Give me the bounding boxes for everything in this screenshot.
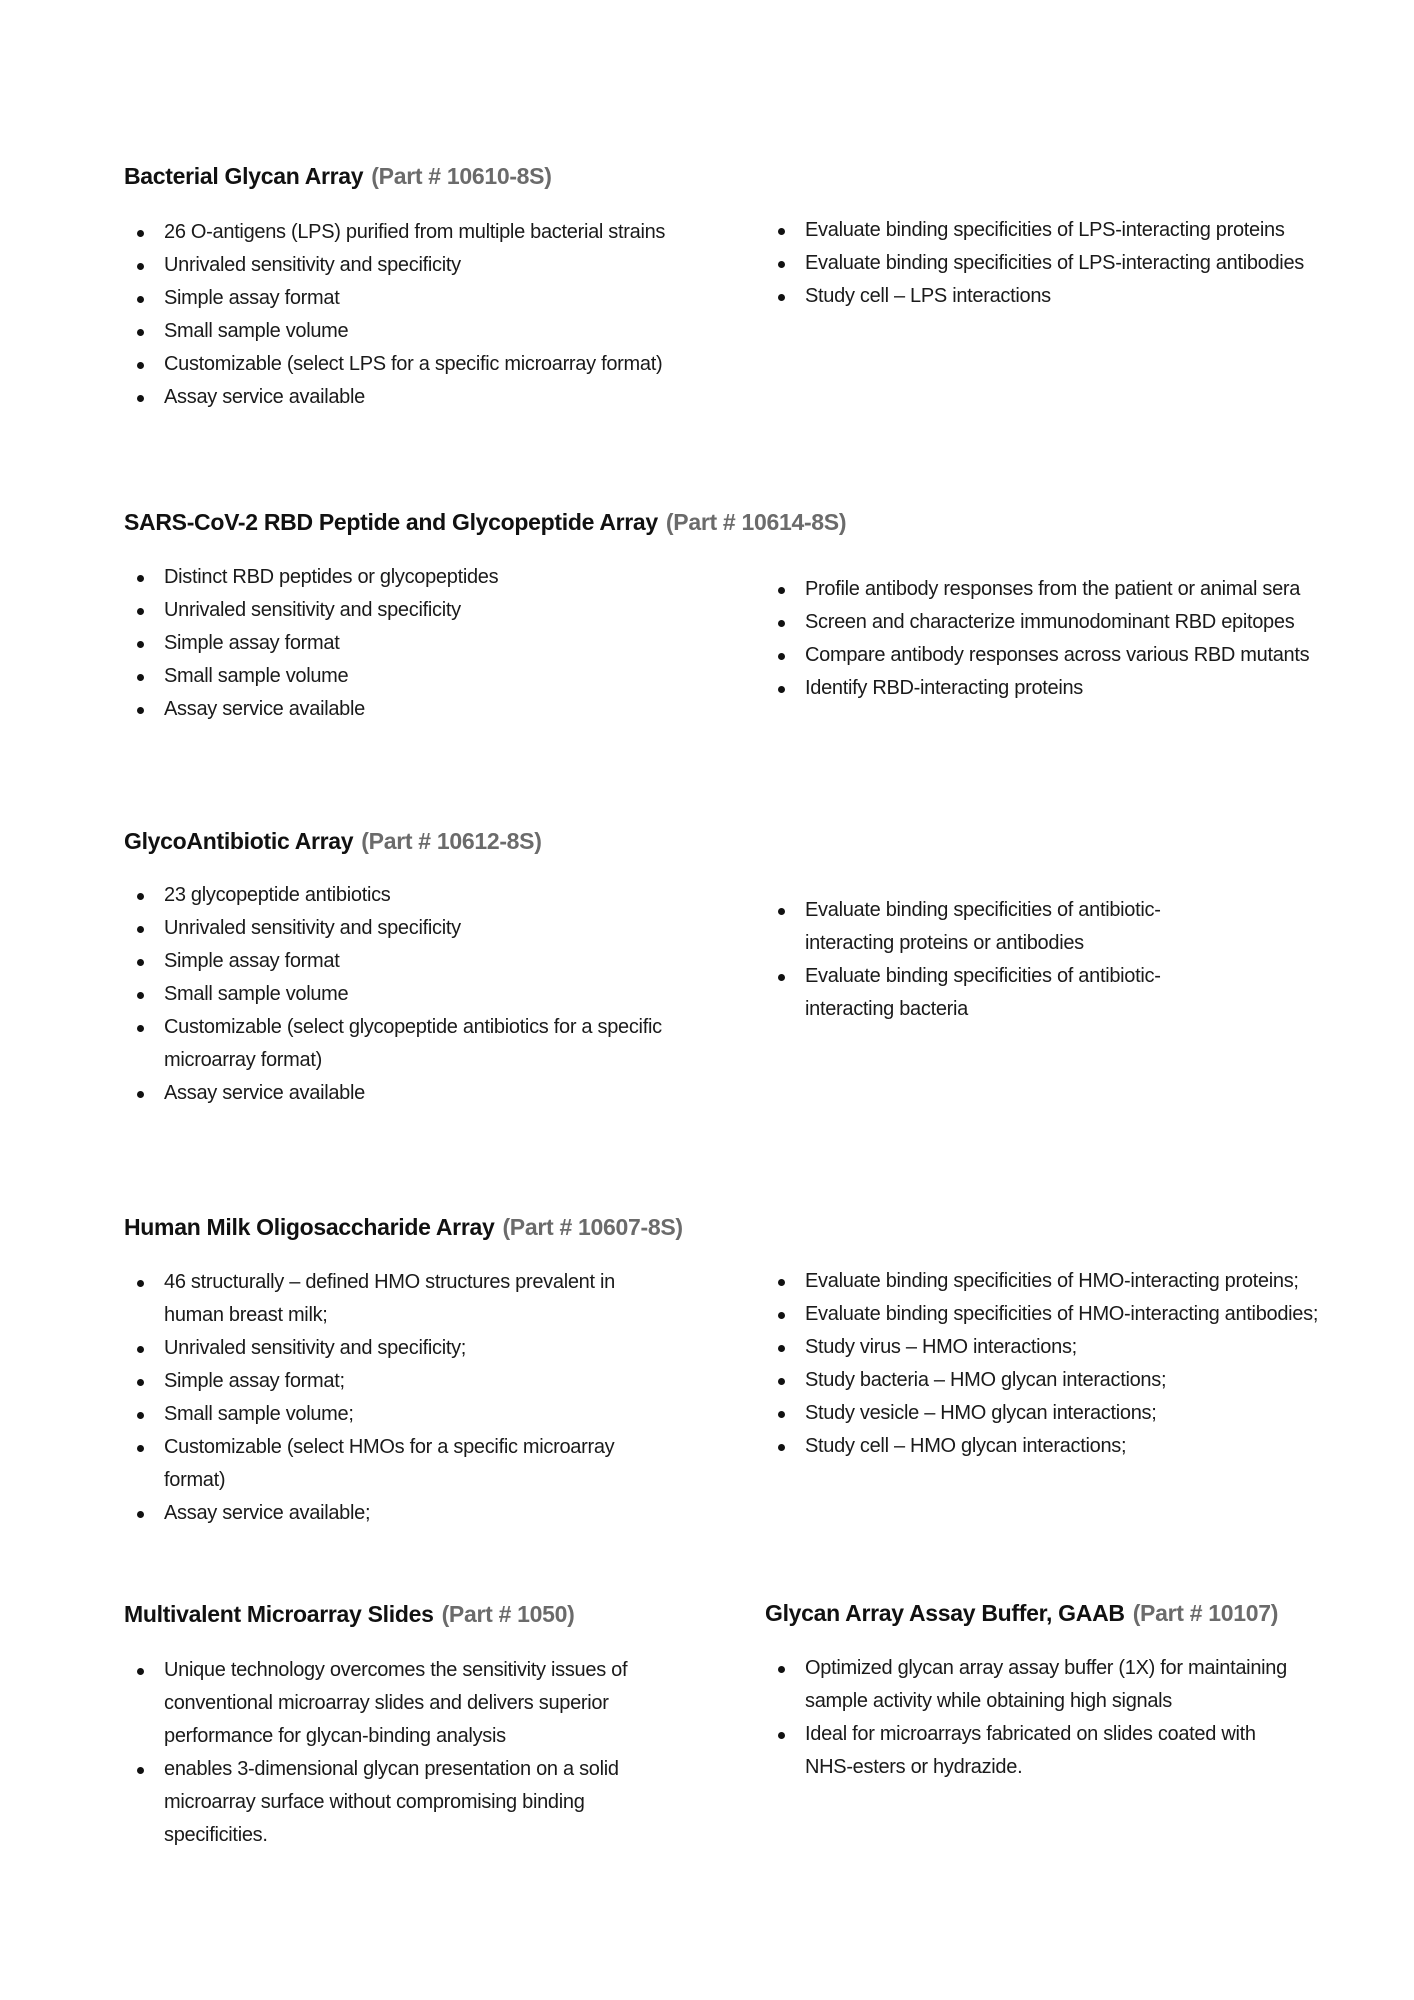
list-item: Screen and characterize immunodominant RBD epitopes: [765, 606, 1345, 639]
list-item: Customizable (select HMOs for a specific microarray format): [124, 1431, 664, 1497]
list-item: Simple assay format;: [124, 1365, 664, 1398]
list-item: Identify RBD-interacting proteins: [765, 672, 1345, 705]
feature-list: [124, 1266, 664, 1530]
part-number: (Part # 10612-8S): [361, 828, 542, 854]
list-item: 46 structurally – defined HMO structures prevalent in human breast milk;: [124, 1266, 664, 1332]
feature-list: [124, 561, 684, 726]
feature-list: [124, 1654, 644, 1852]
list-item: Compare antibody responses across various RBD mutants: [765, 639, 1345, 672]
list-item: Distinct RBD peptides or glycopeptides: [124, 561, 684, 594]
list-item: Evaluate binding specificities of antibiotic-interacting proteins or antibodies: [765, 894, 1245, 960]
list-item: enables 3-dimensional glycan presentation on a solid microarray surface without compromising binding specificities.: [124, 1753, 644, 1852]
section-title: [124, 1601, 574, 1628]
list-item: Optimized glycan array assay buffer (1X) for maintaining sample activity while obtaining high signals: [765, 1652, 1295, 1718]
list-item: Unrivaled sensitivity and specificity: [124, 249, 684, 282]
list-item: Simple assay format: [124, 627, 684, 660]
list-item: Assay service available: [124, 693, 684, 726]
part-number: (Part # 10107): [1132, 1600, 1279, 1626]
list-item: Evaluate binding specificities of antibiotic-interacting bacteria: [765, 960, 1245, 1026]
list-item: Unrivaled sensitivity and specificity;: [124, 1332, 664, 1365]
part-number: (Part # 10614-8S): [665, 509, 847, 535]
part-number: (Part # 10607-8S): [502, 1214, 683, 1240]
list-item: Small sample volume: [124, 315, 684, 348]
list-item: 26 O-antigens (LPS) purified from multiple bacterial strains: [124, 216, 684, 249]
section-title: [124, 163, 552, 190]
section-title: [124, 509, 846, 536]
list-item: Ideal for microarrays fabricated on slides coated with NHS-esters or hydrazide.: [765, 1718, 1295, 1784]
list-item: Study virus – HMO interactions;: [765, 1331, 1365, 1364]
section-title: [124, 828, 542, 855]
list-item: Evaluate binding specificities of LPS-interacting antibodies: [765, 247, 1345, 280]
list-item: Small sample volume: [124, 660, 684, 693]
list-item: Customizable (select glycopeptide antibiotics for a specific microarray format): [124, 1011, 664, 1077]
application-list: [765, 1265, 1365, 1463]
product-name: Glycan Array Assay Buffer, GAAB: [765, 1600, 1125, 1626]
part-number: (Part # 10610-8S): [371, 163, 552, 189]
list-item: Small sample volume: [124, 978, 664, 1011]
application-list: [765, 894, 1245, 1026]
feature-list: [765, 1652, 1295, 1784]
list-item: Study cell – LPS interactions: [765, 280, 1345, 313]
list-item: Evaluate binding specificities of HMO-interacting proteins;: [765, 1265, 1365, 1298]
list-item: Assay service available: [124, 1077, 664, 1110]
list-item: Evaluate binding specificities of HMO-interacting antibodies;: [765, 1298, 1365, 1331]
list-item: Profile antibody responses from the patient or animal sera: [765, 573, 1345, 606]
feature-list: [124, 879, 664, 1110]
section-title: [124, 1214, 683, 1241]
application-list: [765, 214, 1345, 313]
product-name: GlycoAntibiotic Array: [124, 828, 354, 854]
list-item: Assay service available;: [124, 1497, 664, 1530]
list-item: Study bacteria – HMO glycan interactions;: [765, 1364, 1365, 1397]
product-name: Bacterial Glycan Array: [124, 163, 364, 189]
part-number: (Part # 1050): [441, 1601, 575, 1627]
list-item: Unrivaled sensitivity and specificity: [124, 594, 684, 627]
list-item: Unrivaled sensitivity and specificity: [124, 912, 664, 945]
product-name: Multivalent Microarray Slides: [124, 1601, 434, 1627]
list-item: Customizable (select LPS for a specific microarray format): [124, 348, 684, 381]
application-list: [765, 573, 1345, 705]
list-item: Study cell – HMO glycan interactions;: [765, 1430, 1365, 1463]
product-name: SARS-CoV-2 RBD Peptide and Glycopeptide Array: [124, 509, 658, 535]
list-item: Small sample volume;: [124, 1398, 664, 1431]
list-item: Unique technology overcomes the sensitivity issues of conventional microarray slides and delivers superior performance for glycan-binding analysis: [124, 1654, 644, 1753]
list-item: 23 glycopeptide antibiotics: [124, 879, 664, 912]
list-item: Evaluate binding specificities of LPS-interacting proteins: [765, 214, 1345, 247]
product-name: Human Milk Oligosaccharide Array: [124, 1214, 495, 1240]
list-item: Study vesicle – HMO glycan interactions;: [765, 1397, 1365, 1430]
feature-list: [124, 216, 684, 414]
section-title: [765, 1600, 1278, 1627]
list-item: Assay service available: [124, 381, 684, 414]
list-item: Simple assay format: [124, 945, 664, 978]
list-item: Simple assay format: [124, 282, 684, 315]
